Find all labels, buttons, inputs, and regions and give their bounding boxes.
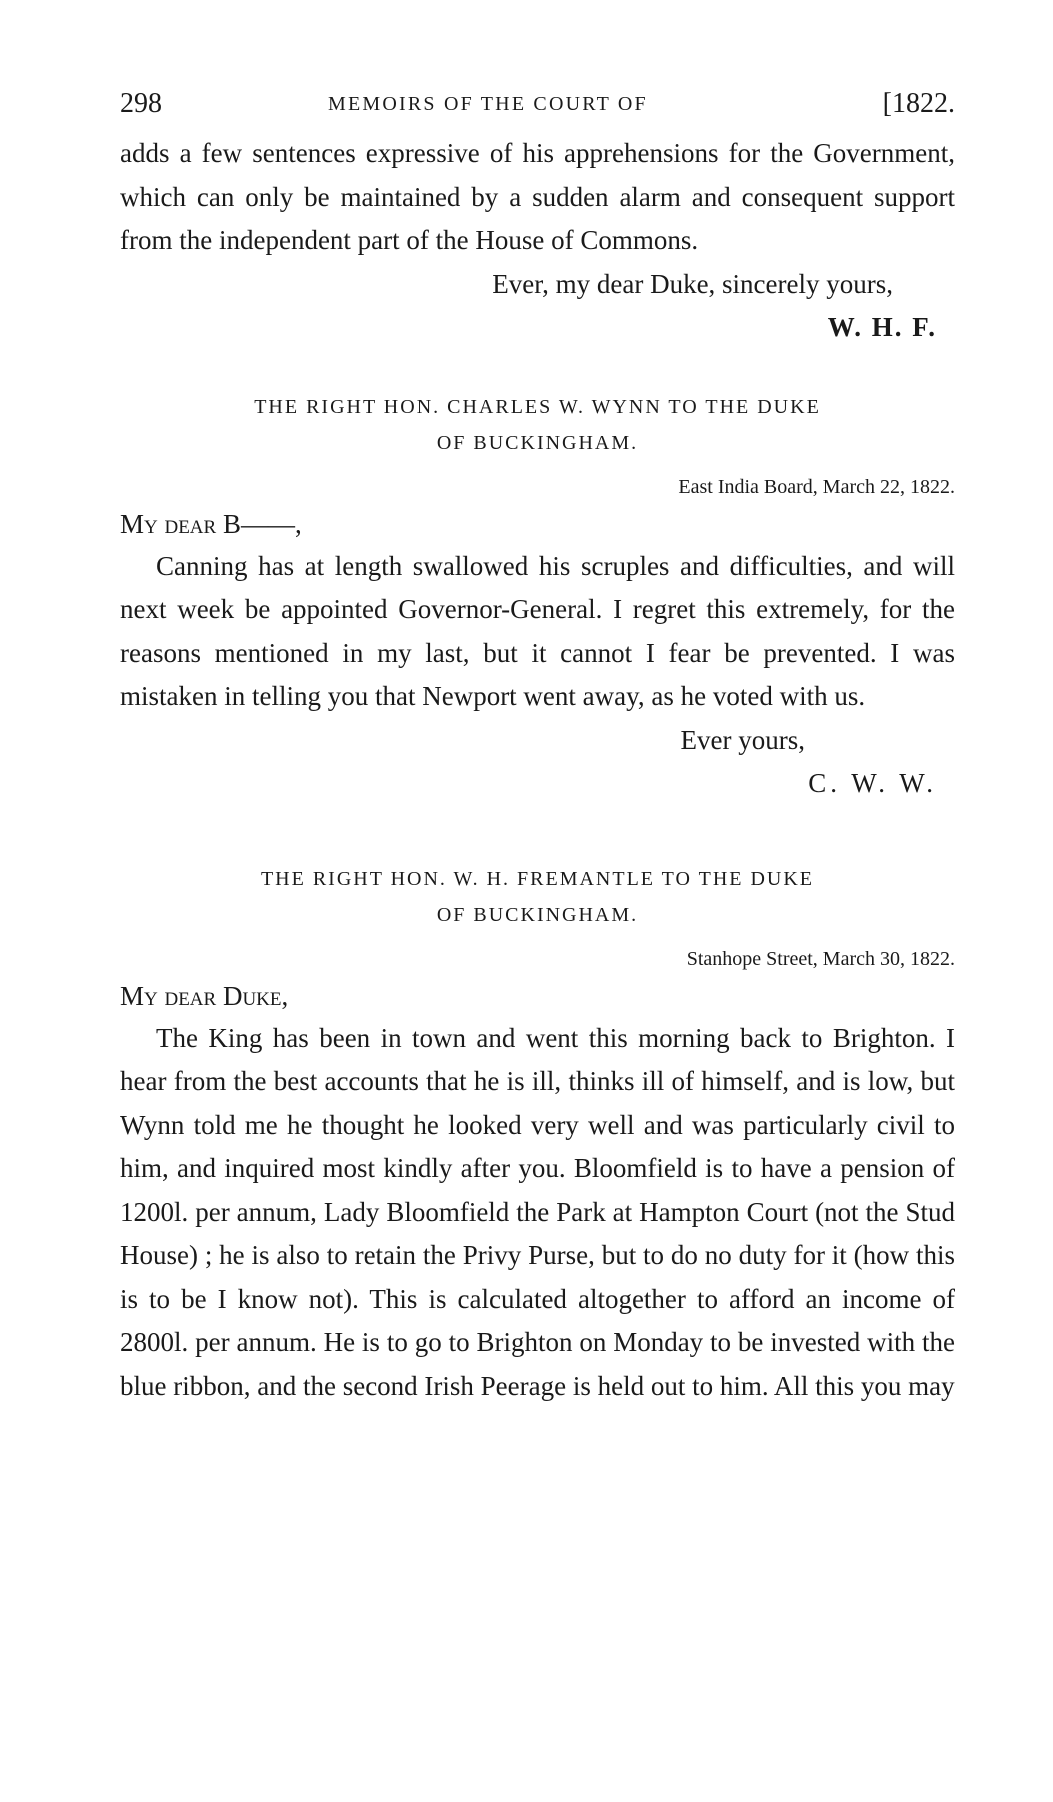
page-number: 298	[120, 88, 162, 119]
letter1-signature: C. W. W.	[808, 767, 937, 798]
letter1-salutation: My dear B——,	[120, 508, 302, 539]
letter2-heading	[120, 861, 955, 933]
running-header	[120, 88, 955, 132]
letter1-body: Canning has at length swallowed his scruples and difficulties, and will next week be appointed Governor-General. I regret this extremely, for the reasons mentioned in my last, but it cannot I fear be prevented. I was mistaken in telling you that Newport went away, as he voted with us.	[120, 550, 955, 711]
letter1-heading-line2: OF BUCKINGHAM.	[436, 431, 639, 454]
letter1-closing: Ever yours,	[680, 724, 805, 755]
letter2-body: The King has been in town and went this morning back to Brighton. I hear from the best accounts that he is ill, thinks ill of himself, and is low, but Wynn told me he thought he looked very well and was particularly civil to him, and inquired most kindly after you. Bloomfield is to have a pension of 1200l. per annum, Lady Bloomfield the Park at Hampton Court (not the Stud House) ; he is also to retain the Privy Purse, but to do no duty for it (how this is to be I know not). This is calculated altogether to afford an income of 2800l. per annum. He is to go to Brighton on Monday to be invested with the blue ribbon, and the second Irish Peerage is held out to him. All this you may	[120, 1022, 955, 1401]
letter1-dateline: East India Board, March 22, 1822.	[678, 475, 955, 498]
running-title: MEMOIRS OF THE COURT OF	[328, 93, 648, 115]
continuation-closing: Ever, my dear Duke, sincerely yours,	[492, 268, 893, 299]
letter2-dateline: Stanhope Street, March 30, 1822.	[686, 947, 955, 970]
continuation-signature: W. H. F.	[827, 311, 937, 342]
running-year: [1822.	[882, 88, 955, 119]
letter2-heading-line2: OF BUCKINGHAM.	[436, 903, 639, 926]
continuation-paragraph: adds a few sentences expressive of his apprehensions for the Government, which can only be maintained by a sudden alarm and consequent support from the independent part of the House of Commons.	[120, 138, 955, 255]
letter2-heading-line1: THE RIGHT HON. W. H. FREMANTLE TO THE DUKE	[260, 867, 815, 890]
letter2-salutation: My dear Duke,	[120, 980, 289, 1011]
book-page	[120, 88, 955, 1408]
letter1-heading	[120, 389, 955, 461]
letter1-heading-line1: THE RIGHT HON. CHARLES W. WYNN TO THE DUKE	[254, 395, 821, 418]
